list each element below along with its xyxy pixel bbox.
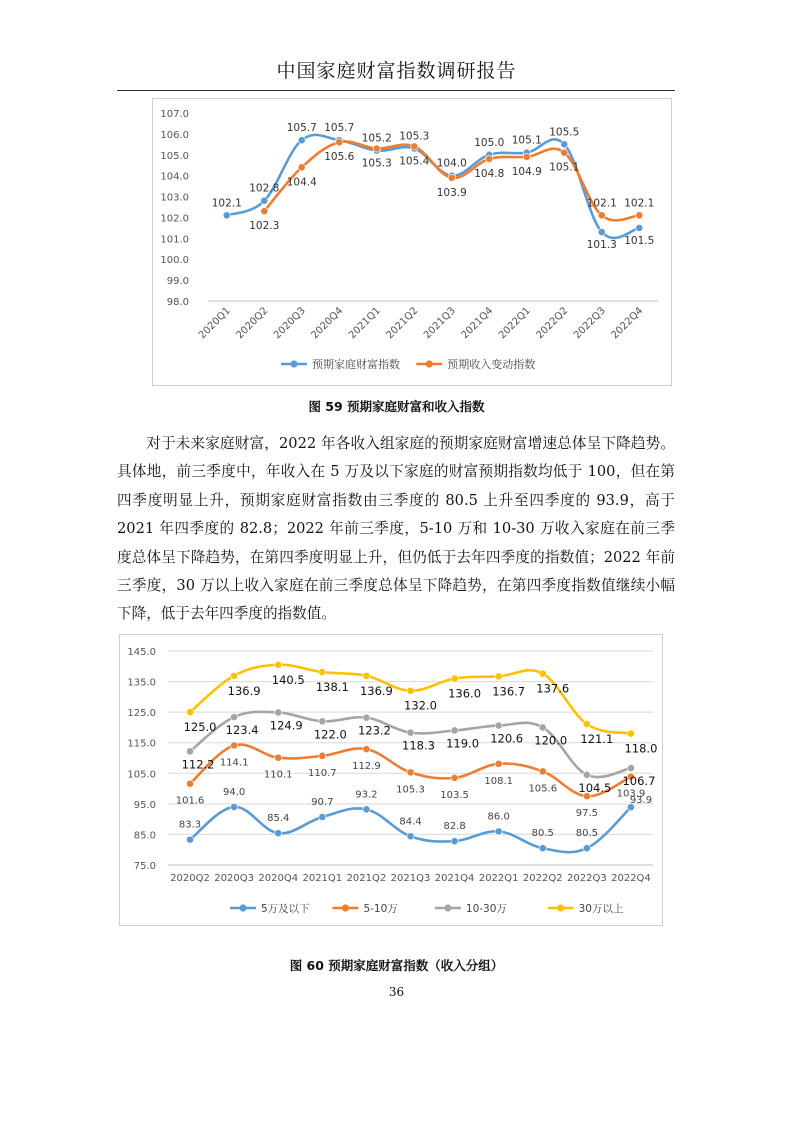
legend-swatch-dot xyxy=(557,904,564,911)
data-point xyxy=(627,764,634,771)
data-point xyxy=(598,228,605,235)
data-point xyxy=(636,224,643,231)
x-tick-label: 2022Q1 xyxy=(478,873,519,884)
data-point xyxy=(298,164,305,171)
data-label: 103.5 xyxy=(440,789,469,801)
data-point xyxy=(231,672,238,679)
y-tick-label: 125.0 xyxy=(127,708,156,720)
data-label: 105.1 xyxy=(549,161,580,174)
data-label: 110.7 xyxy=(307,767,337,779)
x-tick-label: 2021Q3 xyxy=(422,305,458,342)
data-point xyxy=(583,771,590,778)
data-label: 102.8 xyxy=(249,182,280,195)
y-tick-label: 135.0 xyxy=(127,677,156,689)
data-label: 105.6 xyxy=(528,783,558,795)
data-label: 136.9 xyxy=(227,683,261,698)
x-tick-label: 2020Q1 xyxy=(197,305,233,342)
data-point xyxy=(363,746,370,753)
data-point xyxy=(495,760,502,767)
y-tick-label: 115.0 xyxy=(127,738,156,750)
data-point xyxy=(451,838,458,845)
x-tick-label: 2022Q4 xyxy=(609,305,646,342)
x-tick-label: 2021Q4 xyxy=(459,305,496,342)
data-point xyxy=(448,174,455,181)
data-label: 104.5 xyxy=(578,780,612,795)
data-label: 90.7 xyxy=(311,797,334,809)
data-label: 106.7 xyxy=(622,774,656,789)
data-point xyxy=(407,769,414,776)
data-point xyxy=(275,830,282,837)
data-point xyxy=(275,754,282,761)
figure-59-chart xyxy=(152,98,672,386)
data-label: 125.0 xyxy=(183,720,217,735)
data-label: 122.0 xyxy=(313,727,347,742)
data-point xyxy=(319,752,326,759)
data-label: 120.0 xyxy=(534,733,568,748)
page-header-title: 中国家庭财富指数调研报告 xyxy=(276,60,517,82)
data-point xyxy=(298,137,305,144)
data-label: 104.4 xyxy=(286,176,317,189)
x-tick-label: 2020Q4 xyxy=(309,305,346,342)
legend-label: 30万以上 xyxy=(578,903,624,915)
data-label: 114.1 xyxy=(219,757,249,769)
data-point xyxy=(636,212,643,219)
data-point xyxy=(627,730,634,737)
y-tick-label: 106.0 xyxy=(160,129,189,141)
figure-60-chart xyxy=(119,634,663,926)
legend-label: 预期家庭财富指数 xyxy=(312,358,400,371)
y-tick-label: 102.0 xyxy=(160,213,189,225)
x-tick-label: 2021Q3 xyxy=(390,873,431,884)
data-label: 104.0 xyxy=(436,157,467,170)
data-point xyxy=(186,748,193,755)
data-point xyxy=(231,742,238,749)
data-point xyxy=(583,845,590,852)
data-point xyxy=(407,833,414,840)
data-label: 105.7 xyxy=(286,122,317,135)
figure-60-caption: 图 60 预期家庭财富指数（收入分组） xyxy=(289,958,504,973)
legend-swatch-dot xyxy=(426,360,433,367)
y-tick-label: 103.0 xyxy=(160,192,189,204)
y-tick-label: 105.0 xyxy=(127,769,156,781)
data-point xyxy=(336,139,343,146)
data-label: 105.2 xyxy=(361,132,392,145)
data-label: 136.7 xyxy=(492,684,526,699)
data-label: 105.6 xyxy=(324,151,355,164)
data-point xyxy=(275,709,282,716)
data-label: 136.0 xyxy=(448,686,482,701)
data-label: 101.5 xyxy=(624,234,655,247)
data-point xyxy=(319,718,326,725)
x-tick-label: 2021Q4 xyxy=(434,873,475,884)
data-point xyxy=(363,806,370,813)
data-label: 102.3 xyxy=(249,220,280,233)
data-label: 112.2 xyxy=(181,757,215,772)
data-label: 108.1 xyxy=(484,775,514,787)
data-point xyxy=(495,828,502,835)
data-point xyxy=(561,141,568,148)
x-tick-label: 2022Q4 xyxy=(611,873,651,884)
data-label: 97.5 xyxy=(575,808,598,820)
data-label: 110.1 xyxy=(263,769,293,781)
data-label: 102.1 xyxy=(211,197,242,210)
x-tick-label: 2020Q4 xyxy=(258,873,299,884)
data-label: 82.8 xyxy=(443,821,466,833)
data-label: 83.3 xyxy=(178,819,202,831)
data-point xyxy=(486,155,493,162)
data-label: 112.9 xyxy=(352,761,381,773)
data-label: 121.1 xyxy=(580,732,614,747)
data-label: 102.1 xyxy=(624,197,655,210)
data-label: 86.0 xyxy=(487,811,510,823)
data-label: 80.5 xyxy=(531,828,554,840)
x-tick-label: 2022Q3 xyxy=(567,873,607,884)
x-tick-label: 2022Q2 xyxy=(522,873,563,884)
data-point xyxy=(373,145,380,152)
legend-swatch-dot xyxy=(342,904,349,911)
data-label: 132.0 xyxy=(404,698,437,713)
data-point xyxy=(495,722,502,729)
legend-swatch-dot xyxy=(239,904,246,911)
y-tick-label: 75.0 xyxy=(133,861,156,872)
data-point xyxy=(451,774,458,781)
data-label: 101.3 xyxy=(586,239,617,252)
data-label: 140.5 xyxy=(271,672,305,687)
data-label: 120.6 xyxy=(490,731,524,746)
data-point xyxy=(261,197,268,204)
data-label: 94.0 xyxy=(223,786,246,798)
data-label: 105.3 xyxy=(399,130,430,143)
data-point xyxy=(261,208,268,215)
data-point xyxy=(319,813,326,820)
data-label: 102.1 xyxy=(586,197,617,210)
data-label: 136.9 xyxy=(359,683,393,698)
data-label: 105.0 xyxy=(474,136,505,149)
page-number: 36 xyxy=(388,985,405,999)
x-tick-label: 2022Q2 xyxy=(534,305,571,342)
data-point xyxy=(231,803,238,810)
legend-label: 5万及以下 xyxy=(261,903,310,915)
data-label: 93.9 xyxy=(629,795,653,807)
data-point xyxy=(539,670,546,677)
data-label: 104.9 xyxy=(511,165,542,178)
y-tick-label: 95.0 xyxy=(133,799,156,811)
y-tick-label: 85.0 xyxy=(133,830,156,842)
data-point xyxy=(539,768,546,775)
data-label: 105.3 xyxy=(396,784,425,796)
legend-label: 10-30万 xyxy=(465,903,507,915)
data-point xyxy=(231,713,238,720)
data-point xyxy=(583,720,590,727)
data-label: 105.5 xyxy=(549,126,580,139)
data-label: 104.8 xyxy=(474,167,505,180)
data-label: 124.9 xyxy=(269,718,303,733)
data-point xyxy=(411,143,418,150)
data-label: 93.2 xyxy=(355,789,378,801)
y-tick-label: 145.0 xyxy=(127,647,156,658)
legend-swatch-dot xyxy=(290,360,297,367)
x-tick-label: 2020Q2 xyxy=(234,305,271,342)
y-tick-label: 104.0 xyxy=(160,171,189,183)
figure-59-svg xyxy=(153,99,671,385)
data-point xyxy=(523,153,530,160)
x-tick-label: 2021Q1 xyxy=(302,873,343,884)
data-point xyxy=(561,149,568,156)
x-tick-label: 2022Q3 xyxy=(572,305,608,342)
data-point xyxy=(495,673,502,680)
data-label: 118.0 xyxy=(624,741,658,756)
data-label: 103.9 xyxy=(616,788,646,800)
data-point xyxy=(598,212,605,219)
data-label: 123.4 xyxy=(225,723,259,738)
data-point xyxy=(363,714,370,721)
body-paragraph: 对于未来家庭财富，2022 年各收入组家庭的预期家庭财富增速总体呈下降趋势。具体地，前三季度中，年收入在 5 万及以下家庭的财富预期指数均低于 100，但在第四季度明显上升，预期家庭财富指数由三季度的 80.5 上升至四季度的 93.9，高于 2021 年四季度的 82.8；2022 年前三季度，5-10 万和 10-30 万收入家庭在前三季度总体呈下降趋势，在第四季度明显上升，但仍低于去年四季度的指数值；2022 年前三季度，30 万以上收入家庭在前三季度总体呈下降趋势，在第四季度指数值继续小幅下降，低于去年四季度的指数值。 xyxy=(117,435,675,623)
y-tick-label: 98.0 xyxy=(166,297,189,308)
x-tick-label: 2020Q3 xyxy=(272,305,308,342)
data-label: 85.4 xyxy=(267,813,290,825)
data-label: 105.4 xyxy=(399,155,430,168)
figure-59-caption: 图 59 预期家庭财富和收入指数 xyxy=(308,399,485,414)
data-label: 101.6 xyxy=(175,795,205,807)
y-tick-label: 101.0 xyxy=(160,234,189,246)
data-label: 105.3 xyxy=(361,157,392,170)
data-point xyxy=(186,709,193,716)
legend-label: 预期收入变动指数 xyxy=(447,358,536,371)
data-label: 105.1 xyxy=(511,134,542,147)
data-point xyxy=(275,661,282,668)
data-point xyxy=(319,668,326,675)
header-rule xyxy=(117,90,675,91)
data-point xyxy=(539,724,546,731)
x-tick-label: 2021Q1 xyxy=(347,305,383,342)
x-tick-label: 2020Q2 xyxy=(170,873,210,884)
data-label: 105.7 xyxy=(324,122,355,135)
data-label: 138.1 xyxy=(315,680,349,695)
data-label: 103.9 xyxy=(436,186,467,199)
y-tick-label: 107.0 xyxy=(160,109,189,120)
figure-60-svg xyxy=(120,635,662,925)
data-label: 123.2 xyxy=(357,723,391,738)
data-point xyxy=(407,729,414,736)
data-point xyxy=(451,727,458,734)
legend-swatch-dot xyxy=(444,904,451,911)
legend-label: 5-10万 xyxy=(363,903,398,915)
data-point xyxy=(363,672,370,679)
data-point xyxy=(186,780,193,787)
y-tick-label: 99.0 xyxy=(166,276,189,288)
data-label: 80.5 xyxy=(575,828,598,840)
data-label: 119.0 xyxy=(446,736,480,751)
y-tick-label: 105.0 xyxy=(160,150,189,162)
y-tick-label: 100.0 xyxy=(160,255,189,267)
x-tick-label: 2021Q2 xyxy=(384,305,421,342)
data-label: 118.3 xyxy=(402,738,435,753)
x-tick-label: 2021Q2 xyxy=(346,873,387,884)
series-line xyxy=(190,807,631,852)
data-point xyxy=(451,675,458,682)
data-label: 84.4 xyxy=(399,816,422,828)
data-point xyxy=(407,687,414,694)
data-point xyxy=(186,836,193,843)
x-tick-label: 2020Q3 xyxy=(214,873,254,884)
data-label: 137.6 xyxy=(536,681,570,696)
data-point xyxy=(539,845,546,852)
data-point xyxy=(223,212,230,219)
x-tick-label: 2022Q1 xyxy=(497,305,533,342)
